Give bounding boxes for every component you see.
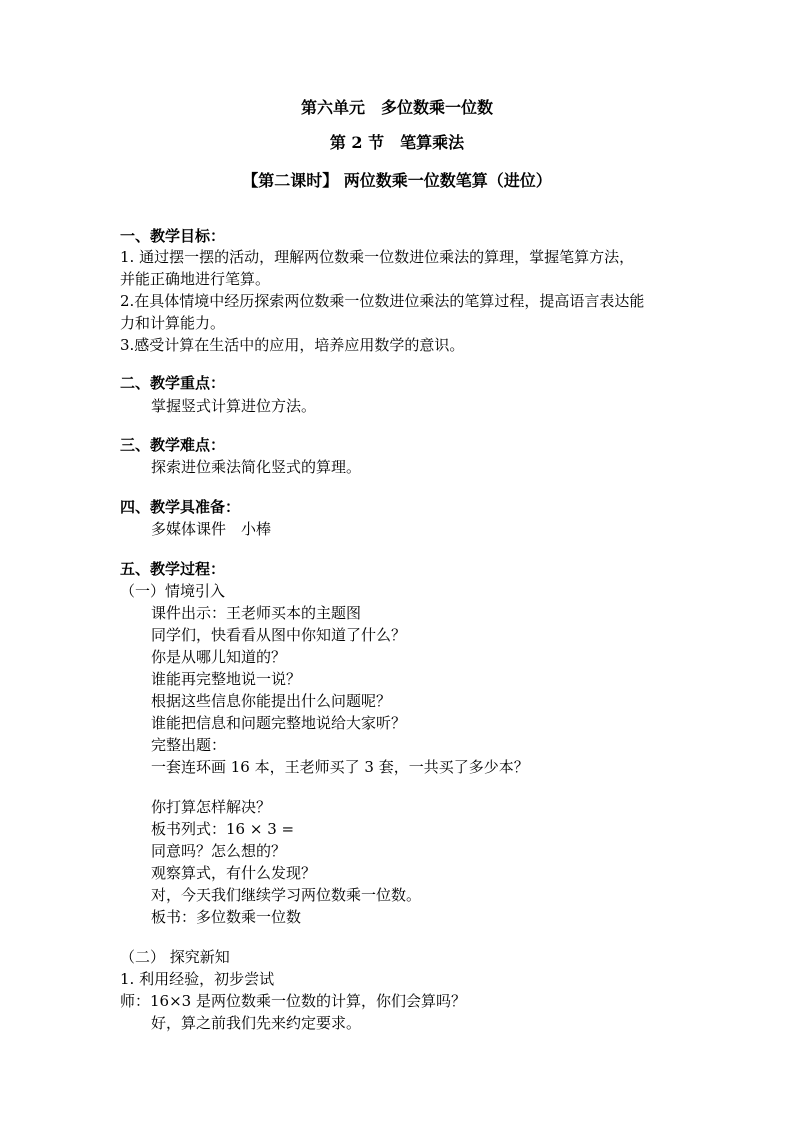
objective-line: 1. 通过摆一摆的活动，理解两位数乘一位数进位乘法的算理，掌握笔算方法， (120, 248, 635, 266)
process-line: 谁能再完整地说一说？ (151, 670, 302, 688)
teacher-line: 师：16×3 是两位数乘一位数的计算，你们会算吗？ (120, 992, 466, 1010)
difficulties-text: 探索进位乘法简化竖式的算理。 (151, 458, 362, 476)
part2-title: （二） 探究新知 (120, 948, 230, 966)
part1-title: （一）情境引入 (120, 582, 226, 600)
section-title: 第 2 节 笔算乘法 (329, 133, 465, 152)
process-heading: 五、教学过程： (120, 560, 226, 578)
process-line: 完整出题： (151, 736, 227, 754)
part2-sub1: 1. 利用经验，初步尝试 (120, 970, 275, 988)
objective-line: 并能正确地进行笔算。 (120, 270, 271, 288)
process-line: 课件出示：王老师买本的主题图 (151, 604, 362, 622)
key-points-text: 掌握竖式计算进位方法。 (151, 397, 317, 415)
process-line: 板书：多位数乘一位数 (151, 908, 302, 926)
process-line: 你是从哪儿知道的？ (151, 648, 287, 666)
preparation-heading: 四、教学具准备： (120, 498, 241, 516)
teacher-line-cont: 好，算之前我们先来约定要求。 (151, 1014, 362, 1032)
preparation-text: 多媒体课件 小棒 (151, 520, 272, 538)
objective-line: 2.在具体情境中经历探索两位数乘一位数进位乘法的笔算过程，提高语言表达能 (120, 292, 645, 310)
difficulties-heading: 三、教学难点： (120, 436, 226, 454)
process-line: 对，今天我们继续学习两位数乘一位数。 (151, 886, 422, 904)
process-line: 一套连环画 16 本，王老师买了 3 套，一共买了多少本？ (151, 758, 529, 776)
unit-title: 第六单元 多位数乘一位数 (300, 98, 493, 117)
process-line: 同意吗？怎么想的？ (151, 842, 287, 860)
key-points-heading: 二、教学重点： (120, 374, 226, 392)
process-line: 谁能把信息和问题完整地说给大家听？ (151, 714, 407, 732)
process-line: 观察算式，有什么发现？ (151, 864, 317, 882)
lesson-title: 【第二课时】 两位数乘一位数笔算（进位） (242, 171, 552, 190)
process-line: 根据这些信息你能提出什么问题呢？ (151, 692, 392, 710)
process-line: 你打算怎样解决？ (151, 798, 272, 816)
objective-line: 3.感受计算在生活中的应用，培养应用数学的意识。 (120, 336, 465, 354)
objectives-heading: 一、教学目标： (120, 227, 226, 245)
process-line: 板书列式：16 × 3 = (151, 820, 295, 838)
process-line: 同学们，快看看从图中你知道了什么？ (151, 626, 407, 644)
objective-line: 力和计算能力。 (120, 314, 226, 332)
